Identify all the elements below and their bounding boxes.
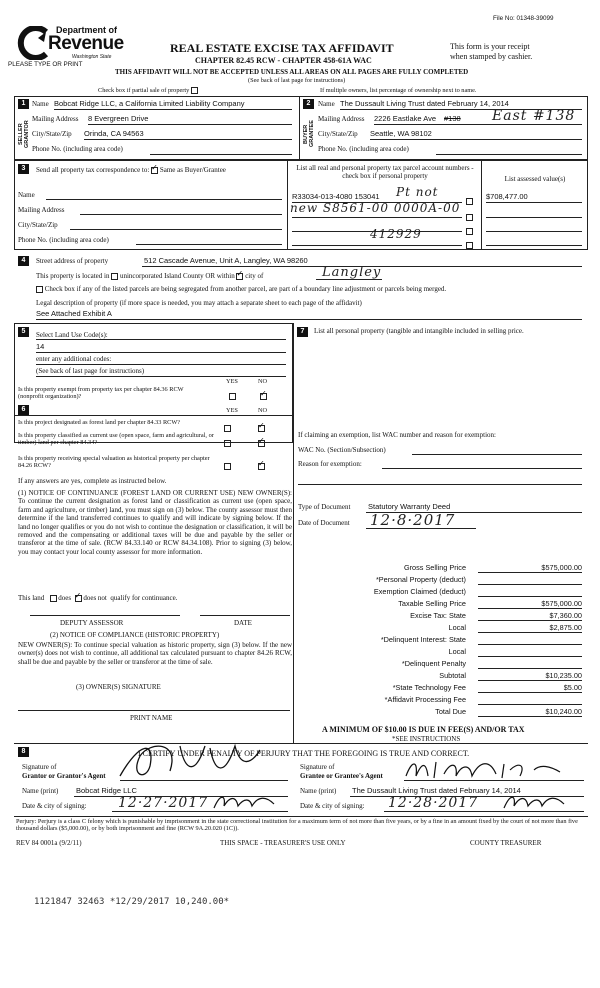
please-type: PLEASE TYPE OR PRINT: [8, 61, 83, 68]
current-use-yes-checkbox[interactable]: [224, 440, 231, 447]
buyer-mailing-label: Mailing Address: [318, 115, 365, 123]
calc-row: [300, 706, 584, 718]
calc-row-label: *Delinquent Penalty: [401, 659, 466, 668]
parcel-1-value[interactable]: R33034-013-4080 153041: [292, 192, 380, 201]
current-use-no-checkbox[interactable]: [258, 440, 265, 447]
partial-sale-label: Check box if partial sale of property: [98, 87, 198, 94]
calc-row: [300, 646, 584, 658]
calc-row-value[interactable]: $575,000.00: [478, 599, 582, 609]
parcel-3-checkbox[interactable]: [466, 228, 473, 235]
form-revision: REV 84 0001a (9/2/11): [16, 839, 82, 847]
located-line: This property is located in unincorporated Island County OR within ✓ city of: [36, 272, 263, 280]
treasurer-use-label: THIS SPACE - TREASURER'S USE ONLY: [220, 839, 346, 847]
section-badge-4: 4: [18, 256, 29, 266]
grantor-date-label: Date & city of signing:: [22, 802, 87, 810]
calc-row: [300, 670, 584, 682]
calc-row-label: Excise Tax: State: [410, 611, 466, 620]
s6-no-header: NO: [258, 407, 268, 414]
land-use-code[interactable]: 14: [36, 342, 45, 351]
form-title: REAL ESTATE EXCISE TAX AFFIDAVIT: [170, 41, 394, 55]
seller-mailing-label: Mailing Address: [32, 115, 79, 123]
exempt-question: Is this property exempt from property tax per chapter 84.36 RCW (nonprofit organization)?: [18, 386, 184, 401]
same-as-buyer-checkbox[interactable]: [151, 167, 158, 174]
buyer-mailing-struck: #138: [444, 114, 461, 123]
calc-row-label: *State Technology Fee: [392, 683, 466, 692]
warning-text: THIS AFFIDAVIT WILL NOT BE ACCEPTED UNLESS ALL AREAS ON ALL PAGES ARE FULLY COMPLETED: [115, 68, 469, 76]
continuance-line: This land does ✓ does not qualify for continuance.: [18, 594, 177, 602]
perjury-note: Perjury: Perjury is a class C felony which is punishable by imprisonment in the state correctional institution for a maximum term of not more than five years, or by a fine in an amount fixed by the court of not more than five thousand dollars ($5,000.00), or by both imprisonment and fine (RCW 9A.20.020 (1C)).: [16, 818, 578, 833]
see-back-text: (See back of last page for instructions): [248, 77, 346, 84]
grantor-date-handwritten: 12·27·2017: [118, 795, 209, 811]
seller-city-value[interactable]: Orinda, CA 94563: [84, 129, 144, 138]
calc-row-value[interactable]: [478, 575, 582, 585]
calc-row-label: Local: [448, 647, 466, 656]
parcel-2-handwritten: new S8561-00 0000A-00: [290, 201, 461, 215]
seller-city-label: City/State/Zip: [32, 130, 72, 138]
grantor-name-label: Name (print): [22, 787, 59, 795]
land-use-no-header: NO: [258, 378, 268, 385]
notice-compliance-title: (2) NOTICE OF COMPLIANCE (HISTORIC PROPERTY): [50, 631, 220, 639]
current-use-question: Is this property classified as current use (open space, farm and agricultural, or timber) land per chapter 84.34?: [18, 432, 214, 447]
parcel-4-checkbox[interactable]: [466, 242, 473, 249]
land-use-yes-header: YES: [226, 378, 238, 385]
calc-row-label: *Affidavit Processing Fee: [384, 695, 466, 704]
calc-row-value[interactable]: $7,360.00: [478, 611, 582, 621]
buyer-mailing-value[interactable]: 2226 Eastlake Ave: [374, 114, 436, 123]
buyer-phone-label: Phone No. (including area code): [318, 145, 409, 153]
street-label: Street address of property: [36, 257, 109, 265]
calc-row-label: Gross Selling Price: [403, 563, 466, 572]
exempt-no-checkbox[interactable]: [260, 393, 267, 400]
corr-city-label: City/State/Zip: [18, 221, 58, 229]
grantor-sig-label-2: Grantor or Grantor's Agent: [22, 772, 106, 780]
forest-question: Is this project designated as forest land per chapter 84.33 RCW?: [18, 419, 181, 426]
calc-row-value[interactable]: [478, 635, 582, 645]
section-badge-6: 6: [18, 405, 29, 415]
unincorporated-checkbox[interactable]: [111, 273, 118, 280]
receipt-note-1: This form is your receipt: [450, 42, 530, 51]
calc-row-value[interactable]: [478, 647, 582, 657]
treasurer-stamp: 1121847 32463 *12/29/2017 10,240.00*: [34, 897, 230, 907]
corr-mailing-label: Mailing Address: [18, 206, 65, 214]
grantee-signature: [400, 756, 580, 784]
doc-date-label: Date of Document: [298, 519, 350, 527]
calc-row-value[interactable]: [478, 587, 582, 597]
calc-row: [300, 586, 584, 598]
calc-row: [300, 658, 584, 670]
historic-no-checkbox[interactable]: [258, 463, 265, 470]
section-badge-2: 2: [303, 99, 314, 109]
notice-continuance: (1) NOTICE OF CONTINUANCE (FOREST LAND OR CURRENT USE) NEW OWNER(S): To continue the current designation as forest land or classification as current use (open space, farm and agriculture, or timber) land, you must sign on (3) below. The county assessor must then determine if the land transferred continues to qualify and will indicate by signing below. If the land no longer qualifies or you do not wish to continue the designation or classification, it will be removed and the compensating or additional taxes will be due and payable by the seller or transferor at the time of sale. (RCW 84.33.140 or RCW 84.34.108). Prior to signing (3) below, you may contact your local county assessor for more information.: [18, 489, 292, 556]
buyer-side-label: BUYER GRANTEE: [303, 120, 315, 148]
multiple-owners-note: If multiple owners, list percentage of ownership next to name.: [320, 87, 477, 94]
segregated-line: Check box if any of the listed parcels are being segregated from another parcel, are part of a boundary line adjustment or parcels being merged.: [36, 285, 446, 293]
legal-label: Legal description of property (if more space is needed, you may attach a separate sheet to each page of the affidavit): [36, 299, 362, 307]
calc-row: [300, 694, 584, 706]
reason-label: Reason for exemption:: [298, 460, 362, 468]
seller-phone-label: Phone No. (including area code): [32, 145, 123, 153]
street-value[interactable]: 512 Cascade Avenue, Unit A, Langley, WA 98260: [144, 256, 308, 265]
calc-row: [300, 598, 584, 610]
land-does-checkbox[interactable]: [50, 595, 57, 602]
calc-row-value[interactable]: $5.00: [478, 683, 582, 693]
buyer-name-value[interactable]: The Dussault Living Trust dated February 14, 2014: [340, 99, 509, 108]
calc-row: [300, 574, 584, 586]
form-subtitle: CHAPTER 82.45 RCW - CHAPTER 458-61A WAC: [195, 56, 372, 65]
exemption-label: If claiming an exemption, list WAC number and reason for exemption:: [298, 431, 496, 439]
calc-row-label: Total Due: [435, 707, 466, 716]
correspondence-label: Send all property tax correspondence to: ✓ Same as Buyer/Grantee: [36, 166, 226, 174]
calc-row-value[interactable]: $10,235.00: [478, 671, 582, 681]
exempt-yes-checkbox[interactable]: [229, 393, 236, 400]
county-treasurer-label: COUNTY TREASURER: [470, 839, 542, 847]
section-badge-1: 1: [18, 99, 29, 109]
section-badge-3: 3: [18, 164, 29, 174]
wac-label: WAC No. (Section/Subsection): [298, 446, 386, 454]
land-does-not-checkbox[interactable]: [75, 595, 82, 602]
calc-row-label: Exemption Claimed (deduct): [373, 587, 466, 596]
if-yes-note: If any answers are yes, complete as instructed below.: [18, 477, 167, 485]
print-name-label: PRINT NAME: [130, 714, 173, 722]
parcel-2-checkbox[interactable]: [466, 214, 473, 221]
seller-mailing-value[interactable]: 8 Evergreen Drive: [88, 114, 149, 123]
calc-row-label: *Personal Property (deduct): [375, 575, 466, 584]
calc-row-label: Taxable Selling Price: [398, 599, 466, 608]
parcel-1-handwritten: Pt not: [396, 185, 439, 199]
tax-calculation: [300, 562, 584, 718]
forest-yes-checkbox[interactable]: [224, 425, 231, 432]
calc-row-label: Subtotal: [439, 671, 466, 680]
agency-line2: Washington State: [72, 54, 112, 60]
calc-row-label: Local: [448, 623, 466, 632]
corr-phone-label: Phone No. (including area code): [18, 236, 109, 244]
grantee-date-handwritten: 12·28·2017: [388, 795, 479, 811]
calc-row-label: *Delinquent Interest: State: [380, 635, 466, 644]
doc-type-label: Type of Document: [298, 503, 351, 511]
revenue-logo: [16, 22, 126, 66]
legal-value[interactable]: See Attached Exhibit A: [36, 309, 112, 318]
buyer-name-label: Name: [318, 100, 335, 108]
additional-codes-label: enter any additional codes:: [36, 355, 112, 363]
calc-row-value[interactable]: $2,875.00: [478, 623, 582, 633]
notice-compliance: NEW OWNER(S): To continue special valuation as historic property, sign (3) below. If the new owner(s) does not wish to continue, all additional tax calculated pursuant to chapter 84.26 RCW, shall be due and payable by the seller or transferor at the time of sale.: [18, 641, 292, 666]
calc-row: [300, 562, 584, 574]
calc-row-value[interactable]: [478, 695, 582, 705]
doc-date-handwritten: 12·8·2017: [370, 511, 456, 529]
land-use-see-back: (See back of last page for instructions): [36, 367, 145, 375]
historic-question: Is this property receiving special valuation as historical property per chapter 84.26 RCW?: [18, 455, 210, 470]
see-instructions-note: *SEE INSTRUCTIONS: [392, 735, 461, 743]
assessed-value-header: List assessed value(s): [504, 175, 566, 183]
segregated-checkbox[interactable]: [36, 286, 43, 293]
agency-line1: Department of: [56, 25, 118, 35]
grantor-sig-label-1: Signature of: [22, 763, 57, 771]
historic-yes-checkbox[interactable]: [224, 463, 231, 470]
section-badge-8: 8: [18, 747, 29, 757]
buyer-city-label: City/State/Zip: [318, 130, 358, 138]
parcel-header: List all real and personal property tax parcel account numbers - check box if personal property: [296, 164, 474, 181]
partial-sale-checkbox[interactable]: [191, 87, 198, 94]
grantor-name-value[interactable]: Bobcat Ridge LLC: [76, 786, 137, 795]
certify-statement: I CERTIFY UNDER PENALTY OF PERJURY THAT THE FOREGOING IS TRUE AND CORRECT.: [138, 749, 470, 758]
grantee-sig-label-1: Signature of: [300, 763, 335, 771]
calc-row-value[interactable]: $575,000.00: [478, 563, 582, 573]
seller-side-label: SELLER GRANTOR: [18, 120, 30, 148]
grantee-date-label: Date & city of signing:: [300, 802, 365, 810]
assessed-value-1[interactable]: $708,477.00: [486, 192, 528, 201]
grantor-signature: [110, 736, 280, 784]
receipt-note-2: when stamped by cashier.: [450, 52, 533, 61]
grantee-name-value[interactable]: The Dussault Living Trust dated February 14, 2014: [352, 786, 521, 795]
calc-row: [300, 610, 584, 622]
agency-brand: Revenue: [48, 33, 124, 54]
s6-yes-header: YES: [226, 407, 238, 414]
section-badge-5: 5: [18, 327, 29, 337]
grantee-sig-label-2: Grantee or Grantee's Agent: [300, 772, 383, 780]
section-badge-7: 7: [297, 327, 308, 337]
parcel-3-handwritten: 412929: [370, 227, 422, 241]
calc-row-value[interactable]: $10,240.00: [478, 707, 582, 717]
deputy-date-label: DATE: [234, 619, 252, 627]
land-use-label: Select Land Use Code(s):: [36, 331, 108, 339]
file-number: File No: 01348-39099: [493, 15, 554, 22]
buyer-city-value[interactable]: Seattle, WA 98102: [370, 129, 432, 138]
calc-row-value[interactable]: [478, 659, 582, 669]
calc-row: [300, 682, 584, 694]
owner-signature-label: (3) OWNER(S) SIGNATURE: [76, 683, 161, 691]
personal-property-label: List all personal property (tangible and intangible included in selling price.: [314, 327, 524, 335]
corr-name-label: Name: [18, 191, 35, 199]
city-handwritten: Langley: [322, 265, 382, 280]
seller-name-value[interactable]: Bobcat Ridge LLC, a California Limited Liability Company: [54, 99, 245, 108]
calc-row: [300, 622, 584, 634]
calc-row: [300, 634, 584, 646]
forest-no-checkbox[interactable]: [258, 425, 265, 432]
parcel-1-checkbox[interactable]: [466, 198, 473, 205]
within-city-checkbox[interactable]: [236, 273, 243, 280]
deputy-assessor-label: DEPUTY ASSESSOR: [60, 619, 124, 627]
seller-name-label: Name: [32, 100, 49, 108]
buyer-mailing-handwritten: East #138: [492, 108, 576, 124]
doc-type-value[interactable]: Statutory Warranty Deed: [368, 502, 451, 511]
revenue-logo-icon: [16, 26, 50, 60]
minimum-due-note: A MINIMUM OF $10.00 IS DUE IN FEE(S) AND/OR TAX: [322, 725, 525, 734]
grantee-name-label: Name (print): [300, 787, 337, 795]
